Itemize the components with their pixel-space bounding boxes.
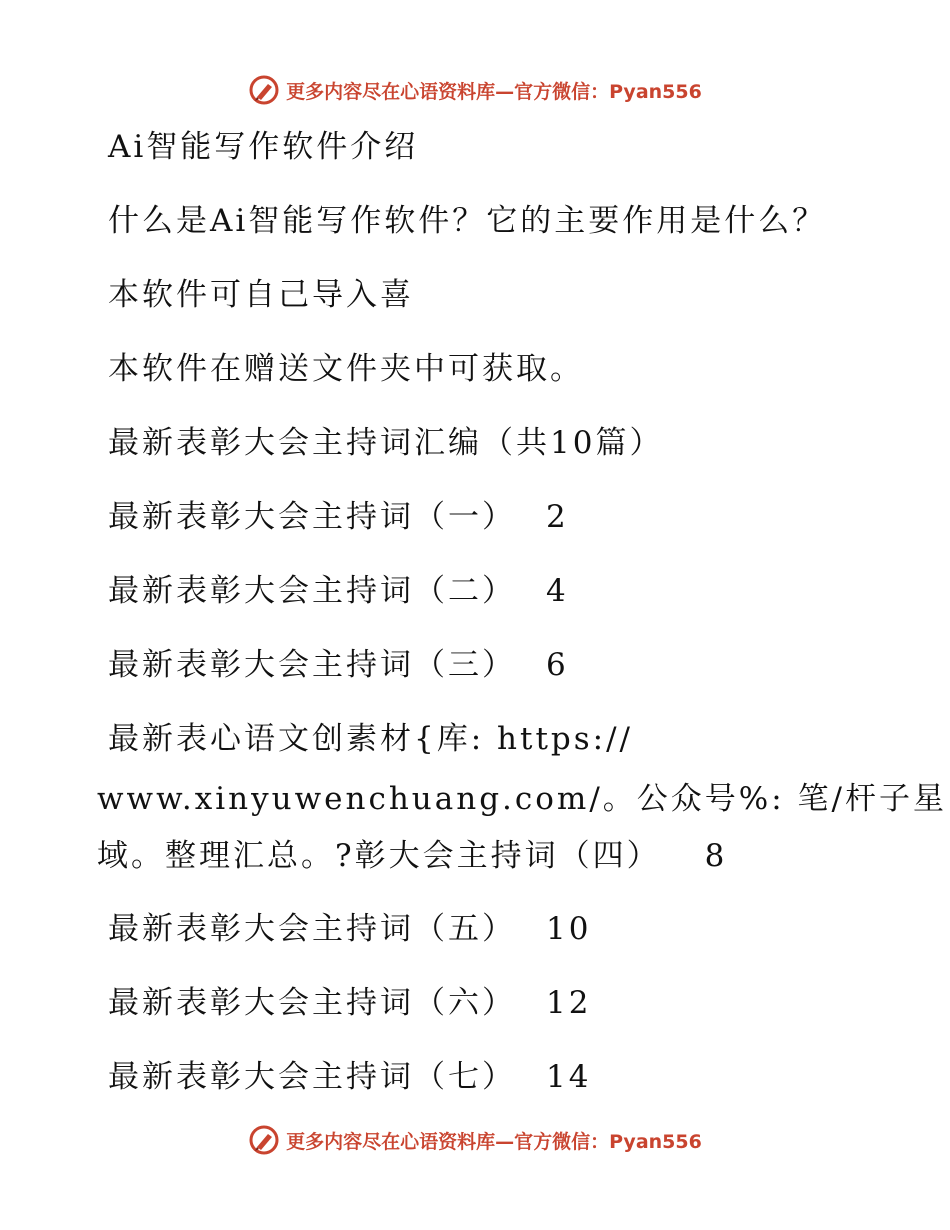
doc-question: 什么是Ai智能写作软件？它的主要作用是什么？ [108, 203, 827, 239]
pen-logo-icon [248, 74, 280, 106]
pen-logo-icon [248, 1124, 280, 1156]
toc-entry-title: 最新表彰大会主持词（三） [108, 647, 516, 683]
header-banner-text: 更多内容尽在心语资料库—官方微信：Pyan556 [286, 80, 702, 103]
doc-import-line: 本软件可自己导入喜 [108, 277, 414, 313]
doc-obtain-line: 本软件在赠送文件夹中可获取。 [108, 351, 584, 387]
toc-entry [108, 571, 569, 611]
header-banner [0, 70, 950, 110]
doc-title: Ai智能写作软件介绍 [108, 129, 419, 165]
toc-entry-page: 6 [546, 647, 569, 683]
toc-entry-four-line3 [97, 836, 727, 876]
toc-entry-page: 12 [546, 985, 592, 1021]
toc-entry-page: 14 [546, 1059, 592, 1095]
toc-entry-four-line2: www.xinyuwenchuang.com/。公众号%: 笔/杆子星 [97, 781, 947, 817]
collection-title: 最新表彰大会主持词汇编（共10篇） [108, 425, 664, 461]
toc-entry [108, 497, 569, 537]
toc-entry-page: 4 [546, 573, 569, 609]
toc-entry [108, 909, 591, 949]
toc-entry-title: 最新表彰大会主持词（一） [108, 499, 516, 535]
footer-banner [0, 1120, 950, 1160]
toc-entry [108, 983, 591, 1023]
toc-entry-title: 最新表彰大会主持词（六） [108, 985, 516, 1021]
toc-entry-title: 最新表彰大会主持词（五） [108, 911, 516, 947]
toc-entry-page: 2 [546, 499, 569, 535]
toc-entry-title: 域。整理汇总。?彰大会主持词（四） [97, 838, 661, 874]
toc-entry-four-line1: 最新表心语文创素材{库: https:// [108, 721, 633, 757]
toc-entry [108, 645, 569, 685]
footer-banner-text: 更多内容尽在心语资料库—官方微信：Pyan556 [286, 1130, 702, 1153]
toc-entry-page: 10 [546, 911, 592, 947]
toc-entry-title: 最新表彰大会主持词（二） [108, 573, 516, 609]
toc-entry-page: 8 [704, 838, 728, 874]
toc-entry [108, 1057, 591, 1097]
toc-entry-title: 最新表彰大会主持词（七） [108, 1059, 516, 1095]
